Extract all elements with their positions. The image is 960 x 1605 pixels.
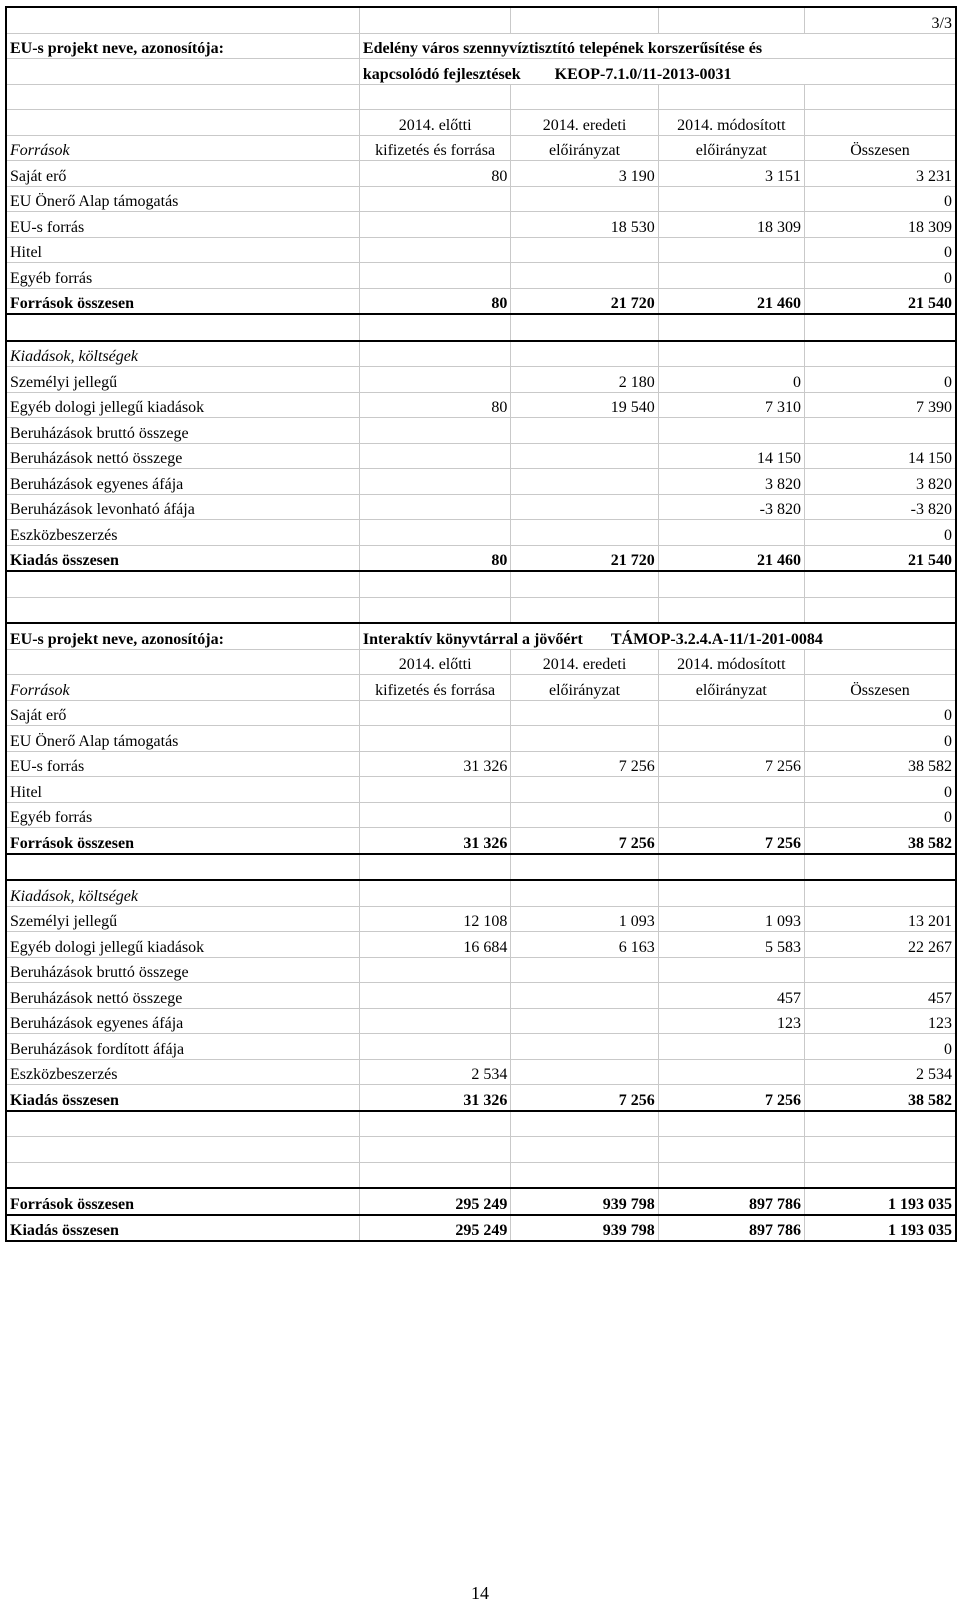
value-cell-v2[interactable]: 939 798 — [511, 1215, 658, 1242]
value-cell-v2[interactable]: 19 540 — [511, 392, 658, 418]
value-cell-v1[interactable]: 295 249 — [359, 1188, 510, 1215]
empty-cell[interactable] — [511, 7, 658, 33]
value-cell-v3[interactable] — [658, 700, 804, 726]
row-label[interactable]: Beruházások nettó összege — [6, 983, 359, 1009]
value-cell-v3[interactable]: 5 583 — [658, 932, 804, 958]
empty-cell[interactable] — [359, 571, 510, 597]
value-cell-v3[interactable] — [658, 1034, 804, 1060]
empty-cell[interactable] — [359, 84, 510, 110]
row-label[interactable]: Források összesen — [6, 1188, 359, 1215]
empty-cell[interactable] — [804, 314, 956, 341]
header-row-1 — [6, 110, 956, 136]
value-cell-total[interactable]: 0 — [804, 237, 956, 263]
header-col1-line1[interactable]: 2014. előtti — [359, 649, 510, 675]
project1-title-row-2 — [6, 59, 956, 85]
empty-cell[interactable] — [6, 571, 359, 597]
value-cell-v3[interactable]: 3 820 — [658, 469, 804, 495]
project-name-line2: kapcsolódó fejlesztések — [362, 65, 521, 83]
value-cell-v3[interactable] — [658, 263, 804, 289]
value-cell-v2[interactable] — [511, 1008, 658, 1034]
value-cell-v1[interactable] — [359, 700, 510, 726]
empty-cell[interactable] — [6, 597, 359, 623]
value-cell-total[interactable]: 0 — [804, 700, 956, 726]
value-cell-v3[interactable]: 897 786 — [658, 1188, 804, 1215]
value-cell-v2[interactable]: 6 163 — [511, 932, 658, 958]
value-cell-v1[interactable]: 31 326 — [359, 1085, 510, 1111]
value-cell-v3[interactable]: -3 820 — [658, 494, 804, 520]
empty-cell[interactable] — [804, 341, 956, 367]
row-label[interactable]: Hitel — [6, 237, 359, 263]
value-cell-v1[interactable] — [359, 494, 510, 520]
value-cell-v2[interactable]: 7 256 — [511, 828, 658, 854]
empty-cell[interactable] — [511, 597, 658, 623]
expense-row — [6, 443, 956, 469]
value-cell-v1[interactable]: 12 108 — [359, 906, 510, 932]
value-cell-total[interactable]: 0 — [804, 1034, 956, 1060]
empty-cell[interactable] — [511, 1137, 658, 1163]
empty-cell[interactable] — [6, 649, 359, 675]
project-label[interactable]: EU-s projekt neve, azonosítója: — [6, 623, 359, 649]
value-cell-total[interactable]: 14 150 — [804, 443, 956, 469]
value-cell-v2[interactable] — [511, 494, 658, 520]
spacer-row — [6, 1162, 956, 1188]
header-total[interactable]: Összesen — [804, 135, 956, 161]
value-cell-v2[interactable]: 21 720 — [511, 545, 658, 571]
value-cell-total[interactable]: 0 — [804, 802, 956, 828]
value-cell-v1[interactable] — [359, 983, 510, 1009]
empty-cell[interactable] — [658, 1111, 804, 1137]
value-cell-total[interactable]: 457 — [804, 983, 956, 1009]
header-col1-line2[interactable]: kifizetés és forrása — [359, 135, 510, 161]
value-cell-v2[interactable]: 7 256 — [511, 751, 658, 777]
empty-cell[interactable] — [511, 314, 658, 341]
row-label[interactable]: Források összesen — [6, 288, 359, 314]
source-row — [6, 161, 956, 187]
value-cell-v2[interactable] — [511, 802, 658, 828]
empty-cell[interactable] — [511, 880, 658, 906]
row-label[interactable]: Beruházások egyenes áfája — [6, 1008, 359, 1034]
expenses-total-row — [6, 545, 956, 571]
empty-cell[interactable] — [6, 1111, 359, 1137]
grand-total-expenses-row — [6, 1215, 956, 1242]
source-row — [6, 212, 956, 238]
header-col2-line2[interactable]: előirányzat — [511, 135, 658, 161]
expense-row — [6, 418, 956, 444]
value-cell-total[interactable]: 1 193 035 — [804, 1215, 956, 1242]
empty-cell[interactable] — [658, 314, 804, 341]
project-name[interactable] — [359, 623, 956, 649]
value-cell-v1[interactable] — [359, 186, 510, 212]
value-cell-total[interactable]: 123 — [804, 1008, 956, 1034]
header-col2-line1[interactable]: 2014. eredeti — [511, 649, 658, 675]
empty-cell[interactable] — [359, 880, 510, 906]
value-cell-v2[interactable] — [511, 777, 658, 803]
empty-cell[interactable] — [658, 7, 804, 33]
empty-cell[interactable] — [804, 1162, 956, 1188]
project-label[interactable]: EU-s projekt neve, azonosítója: — [6, 33, 359, 59]
project-name: Interaktív könyvtárral a jövőért — [362, 630, 583, 648]
empty-cell[interactable] — [658, 854, 804, 881]
row-label[interactable]: EU-s forrás — [6, 212, 359, 238]
value-cell-v3[interactable]: 0 — [658, 367, 804, 393]
empty-cell[interactable] — [511, 854, 658, 881]
value-cell-total[interactable]: 21 540 — [804, 288, 956, 314]
page-marker[interactable]: 3/3 — [804, 7, 956, 33]
empty-cell[interactable] — [6, 314, 359, 341]
expense-row — [6, 957, 956, 983]
value-cell-total[interactable]: 0 — [804, 186, 956, 212]
value-cell-v1[interactable] — [359, 520, 510, 546]
value-cell-v1[interactable]: 31 326 — [359, 828, 510, 854]
value-cell-v2[interactable] — [511, 186, 658, 212]
value-cell-total[interactable]: 38 582 — [804, 1085, 956, 1111]
empty-cell[interactable] — [658, 84, 804, 110]
value-cell-v2[interactable]: 21 720 — [511, 288, 658, 314]
row-label[interactable]: Beruházások nettó összege — [6, 443, 359, 469]
value-cell-v1[interactable] — [359, 443, 510, 469]
header-col2-line2[interactable]: előirányzat — [511, 675, 658, 701]
empty-cell[interactable] — [804, 880, 956, 906]
project-code: KEOP-7.1.0/11-2013-0031 — [554, 65, 732, 83]
value-cell-v3[interactable]: 1 093 — [658, 906, 804, 932]
row-label[interactable]: Személyi jellegű — [6, 367, 359, 393]
value-cell-v3[interactable] — [658, 520, 804, 546]
source-row — [6, 751, 956, 777]
row-label[interactable]: Saját erő — [6, 700, 359, 726]
empty-cell[interactable] — [511, 571, 658, 597]
row-label[interactable]: Egyéb forrás — [6, 802, 359, 828]
project-name-line1: Edelény város szennyvíztisztító telepének korszerűsítése és — [362, 40, 763, 57]
row-label[interactable]: Egyéb forrás — [6, 263, 359, 289]
value-cell-v3[interactable] — [658, 186, 804, 212]
row-label[interactable]: EU Önerő Alap támogatás — [6, 186, 359, 212]
empty-cell[interactable] — [804, 649, 956, 675]
page-number: 14 — [471, 1583, 489, 1603]
value-cell-v2[interactable] — [511, 443, 658, 469]
source-row — [6, 700, 956, 726]
expense-row — [6, 1008, 956, 1034]
budget-table — [5, 6, 957, 1242]
row-label[interactable]: Kiadás összesen — [6, 1085, 359, 1111]
value-cell-v1[interactable]: 80 — [359, 161, 510, 187]
value-cell-v2[interactable] — [511, 700, 658, 726]
source-row — [6, 237, 956, 263]
value-cell-v1[interactable] — [359, 263, 510, 289]
expense-row — [6, 367, 956, 393]
value-cell-v3[interactable] — [658, 418, 804, 444]
spacer-row — [6, 84, 956, 110]
value-cell-v3[interactable]: 7 256 — [658, 1085, 804, 1111]
row-label[interactable]: Beruházások bruttó összege — [6, 418, 359, 444]
expenses-total-row — [6, 1085, 956, 1111]
spacer-row — [6, 571, 956, 597]
value-cell-v2[interactable] — [511, 418, 658, 444]
empty-cell[interactable] — [804, 571, 956, 597]
header-row-1 — [6, 649, 956, 675]
empty-cell[interactable] — [6, 84, 359, 110]
empty-cell[interactable] — [658, 880, 804, 906]
row-label[interactable]: Beruházások bruttó összege — [6, 957, 359, 983]
empty-cell[interactable] — [6, 7, 359, 33]
row-label[interactable]: Egyéb dologi jellegű kiadások — [6, 932, 359, 958]
empty-cell[interactable] — [804, 84, 956, 110]
header-col3-line1[interactable]: 2014. módosított — [658, 649, 804, 675]
row-label[interactable]: Források összesen — [6, 828, 359, 854]
empty-cell[interactable] — [804, 597, 956, 623]
value-cell-v2[interactable] — [511, 469, 658, 495]
empty-cell[interactable] — [6, 59, 359, 85]
value-cell-v2[interactable] — [511, 726, 658, 752]
row-label[interactable]: Kiadás összesen — [6, 1215, 359, 1242]
row-label[interactable]: Egyéb dologi jellegű kiadások — [6, 392, 359, 418]
value-cell-v1[interactable] — [359, 237, 510, 263]
budget-sheet — [5, 6, 957, 1242]
source-row — [6, 802, 956, 828]
value-cell-v1[interactable] — [359, 802, 510, 828]
value-cell-v2[interactable]: 2 180 — [511, 367, 658, 393]
row-label[interactable]: EU-s forrás — [6, 751, 359, 777]
expense-row — [6, 932, 956, 958]
value-cell-total[interactable]: 18 309 — [804, 212, 956, 238]
header-col1-line1[interactable]: 2014. előtti — [359, 110, 510, 136]
empty-cell[interactable] — [658, 341, 804, 367]
empty-cell[interactable] — [359, 1111, 510, 1137]
value-cell-v1[interactable] — [359, 1034, 510, 1060]
value-cell-v2[interactable] — [511, 1034, 658, 1060]
empty-cell[interactable] — [6, 854, 359, 881]
value-cell-v1[interactable]: 80 — [359, 392, 510, 418]
header-col3-line2[interactable]: előirányzat — [658, 675, 804, 701]
value-cell-v3[interactable]: 897 786 — [658, 1215, 804, 1242]
value-cell-v2[interactable] — [511, 1059, 658, 1085]
empty-cell[interactable] — [804, 1111, 956, 1137]
value-cell-v2[interactable]: 3 190 — [511, 161, 658, 187]
value-cell-v3[interactable] — [658, 957, 804, 983]
value-cell-total[interactable]: 0 — [804, 777, 956, 803]
empty-cell[interactable] — [511, 1111, 658, 1137]
row-label[interactable]: EU Önerő Alap támogatás — [6, 726, 359, 752]
header-sources[interactable]: Források — [6, 135, 359, 161]
empty-cell[interactable] — [804, 1137, 956, 1163]
value-cell-v3[interactable]: 7 310 — [658, 392, 804, 418]
empty-cell[interactable] — [6, 1137, 359, 1163]
spacer-row — [6, 597, 956, 623]
expense-row — [6, 469, 956, 495]
expense-row — [6, 1034, 956, 1060]
header-col3-line2[interactable]: előirányzat — [658, 135, 804, 161]
empty-cell[interactable] — [658, 1162, 804, 1188]
empty-cell[interactable] — [511, 84, 658, 110]
sources-total-row — [6, 828, 956, 854]
value-cell-v3[interactable]: 14 150 — [658, 443, 804, 469]
value-cell-total[interactable]: 0 — [804, 520, 956, 546]
spacer-row — [6, 314, 956, 341]
value-cell-total[interactable]: 1 193 035 — [804, 1188, 956, 1215]
value-cell-v1[interactable] — [359, 726, 510, 752]
expense-row — [6, 906, 956, 932]
row-label[interactable]: Saját erő — [6, 161, 359, 187]
value-cell-v3[interactable]: 7 256 — [658, 828, 804, 854]
project2-title-row — [6, 623, 956, 649]
header-row-2 — [6, 675, 956, 701]
value-cell-v3[interactable]: 3 151 — [658, 161, 804, 187]
value-cell-v1[interactable]: 295 249 — [359, 1215, 510, 1242]
spacer-row — [6, 1111, 956, 1137]
header-sources[interactable]: Források — [6, 675, 359, 701]
empty-cell[interactable] — [511, 1162, 658, 1188]
value-cell-v2[interactable] — [511, 237, 658, 263]
source-row — [6, 263, 956, 289]
empty-cell[interactable] — [6, 110, 359, 136]
value-cell-v1[interactable] — [359, 367, 510, 393]
value-cell-total[interactable] — [804, 418, 956, 444]
header-col2-line1[interactable]: 2014. eredeti — [511, 110, 658, 136]
row-label[interactable]: Beruházások levonható áfája — [6, 494, 359, 520]
expenses-title-row — [6, 880, 956, 906]
value-cell-total[interactable]: 3 820 — [804, 469, 956, 495]
empty-cell[interactable] — [359, 1137, 510, 1163]
value-cell-v2[interactable] — [511, 520, 658, 546]
value-cell-total[interactable]: 22 267 — [804, 932, 956, 958]
value-cell-total[interactable] — [804, 957, 956, 983]
value-cell-v1[interactable]: 80 — [359, 288, 510, 314]
value-cell-v3[interactable] — [658, 802, 804, 828]
empty-cell[interactable] — [359, 314, 510, 341]
empty-cell[interactable] — [511, 341, 658, 367]
value-cell-v3[interactable]: 7 256 — [658, 751, 804, 777]
value-cell-v2[interactable]: 1 093 — [511, 906, 658, 932]
value-cell-v1[interactable] — [359, 1008, 510, 1034]
row-label[interactable]: Kiadás összesen — [6, 545, 359, 571]
header-total[interactable]: Összesen — [804, 675, 956, 701]
empty-cell[interactable] — [658, 1137, 804, 1163]
value-cell-total[interactable]: 7 390 — [804, 392, 956, 418]
value-cell-total[interactable]: 21 540 — [804, 545, 956, 571]
value-cell-v1[interactable] — [359, 212, 510, 238]
value-cell-v1[interactable] — [359, 777, 510, 803]
row-label[interactable]: Hitel — [6, 777, 359, 803]
value-cell-v1[interactable]: 16 684 — [359, 932, 510, 958]
value-cell-v3[interactable] — [658, 777, 804, 803]
value-cell-v2[interactable]: 939 798 — [511, 1188, 658, 1215]
value-cell-v3[interactable] — [658, 1059, 804, 1085]
empty-cell[interactable] — [359, 341, 510, 367]
empty-cell[interactable] — [359, 1162, 510, 1188]
value-cell-v2[interactable]: 7 256 — [511, 1085, 658, 1111]
expense-row — [6, 1059, 956, 1085]
value-cell-total[interactable]: 0 — [804, 263, 956, 289]
expense-row — [6, 520, 956, 546]
value-cell-v3[interactable]: 21 460 — [658, 288, 804, 314]
value-cell-total[interactable]: 0 — [804, 367, 956, 393]
row-label[interactable]: Beruházások egyenes áfája — [6, 469, 359, 495]
row-label[interactable]: Beruházások fordított áfája — [6, 1034, 359, 1060]
project1-title-row — [6, 33, 956, 59]
source-row — [6, 777, 956, 803]
header-row-2 — [6, 135, 956, 161]
project-name-2[interactable] — [359, 59, 956, 85]
value-cell-v3[interactable]: 457 — [658, 983, 804, 1009]
spacer-row — [6, 1137, 956, 1163]
value-cell-total[interactable]: 38 582 — [804, 828, 956, 854]
expense-row — [6, 983, 956, 1009]
value-cell-v3[interactable]: 18 309 — [658, 212, 804, 238]
empty-cell[interactable] — [804, 110, 956, 136]
empty-cell[interactable] — [658, 571, 804, 597]
value-cell-v3[interactable] — [658, 726, 804, 752]
empty-cell[interactable] — [359, 7, 510, 33]
empty-cell[interactable] — [804, 854, 956, 881]
value-cell-total[interactable]: 13 201 — [804, 906, 956, 932]
source-row — [6, 726, 956, 752]
value-cell-v1[interactable] — [359, 957, 510, 983]
empty-cell[interactable] — [359, 854, 510, 881]
sources-total-row — [6, 288, 956, 314]
expenses-title[interactable]: Kiadások, költségek — [6, 880, 359, 906]
spacer-row — [6, 854, 956, 881]
empty-cell[interactable] — [359, 597, 510, 623]
project-name[interactable] — [359, 33, 956, 59]
value-cell-total[interactable]: 2 534 — [804, 1059, 956, 1085]
expense-row — [6, 494, 956, 520]
value-cell-v2[interactable] — [511, 983, 658, 1009]
value-cell-v2[interactable] — [511, 263, 658, 289]
expense-row — [6, 392, 956, 418]
page-marker-row — [6, 7, 956, 33]
value-cell-v2[interactable]: 18 530 — [511, 212, 658, 238]
value-cell-v1[interactable]: 80 — [359, 545, 510, 571]
value-cell-v1[interactable] — [359, 418, 510, 444]
empty-cell[interactable] — [658, 597, 804, 623]
value-cell-v3[interactable]: 123 — [658, 1008, 804, 1034]
project-code: TÁMOP-3.2.4.A-11/1-201-0084 — [610, 630, 823, 648]
row-label[interactable]: Eszközbeszerzés — [6, 520, 359, 546]
header-col3-line1[interactable]: 2014. módosított — [658, 110, 804, 136]
expenses-title-row — [6, 341, 956, 367]
value-cell-v3[interactable]: 21 460 — [658, 545, 804, 571]
expenses-title[interactable]: Kiadások, költségek — [6, 341, 359, 367]
value-cell-v1[interactable]: 2 534 — [359, 1059, 510, 1085]
grand-total-sources-row — [6, 1188, 956, 1215]
value-cell-total[interactable]: 38 582 — [804, 751, 956, 777]
value-cell-v2[interactable] — [511, 957, 658, 983]
empty-cell[interactable] — [6, 1162, 359, 1188]
source-row — [6, 186, 956, 212]
value-cell-total[interactable]: 3 231 — [804, 161, 956, 187]
budget-table-body — [6, 7, 956, 1241]
value-cell-total[interactable]: -3 820 — [804, 494, 956, 520]
row-label[interactable]: Eszközbeszerzés — [6, 1059, 359, 1085]
value-cell-total[interactable]: 0 — [804, 726, 956, 752]
header-col1-line2[interactable]: kifizetés és forrása — [359, 675, 510, 701]
value-cell-v1[interactable]: 31 326 — [359, 751, 510, 777]
value-cell-v1[interactable] — [359, 469, 510, 495]
row-label[interactable]: Személyi jellegű — [6, 906, 359, 932]
value-cell-v3[interactable] — [658, 237, 804, 263]
